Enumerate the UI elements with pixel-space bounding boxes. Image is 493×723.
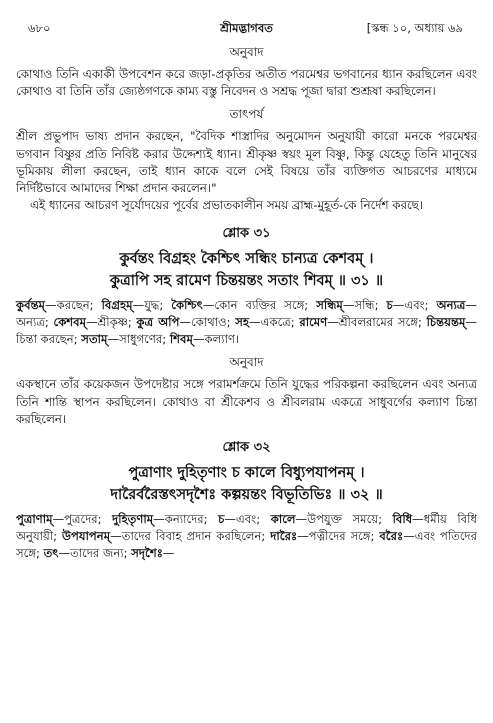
translation-text: কোথাও তিনি একাকী উপবেশন করে জড়া-প্রকৃতির অতীত পরমেশ্বর ভগবানের ধ্যান করছিলেন এবং কোথাও বা তিনি তাঁর জ্যেষ্ঠগণকে কাম্য বস্তু নিবেদন ও সশ্রদ্ধ পূজা দ্বারা শুশ্রূষা করছিলেন। [16,67,477,99]
synonym-word: কৈশ্চিৎ [171,298,203,313]
synonym-meaning: —যুদ্ধ; [132,298,172,313]
synonyms-block [16,511,477,562]
synonym-meaning: —উপযুক্ত সময়ে; [295,512,393,527]
synonym-word: চিন্তয়ন্তম্ [426,315,466,330]
page-number: ৬৮০ [28,21,51,35]
synonym-meaning: —পুত্রদের; [52,512,113,527]
synonym-meaning: —কোথাও; [179,315,236,330]
purport-paragraph-2: এই ধ্যানের আচরণ সূর্যোদয়ের পূর্বের প্রভাতকালীন সময় ব্রাহ্ম-মুহূর্ত-কে নির্দেশ করছে। [30,198,424,213]
synonym-word: উপযাপনম্ [61,529,111,544]
synonym-word: তৎ [43,546,59,561]
translation-heading: অনুবাদ [229,355,264,370]
synonym-meaning: —এবং; [392,298,437,313]
synonym-meaning: —সন্ধি; [342,298,387,313]
synonym-word: চ [218,512,225,527]
synonym-word: দারৈঃ [270,529,298,544]
translation-heading: অনুবাদ [229,45,264,59]
synonym-word: কুত্র অপি [136,315,180,330]
synonym-word: চ [386,298,393,313]
synonym-meaning: —পত্নীদের সঙ্গে; [297,529,380,544]
verse-label: শ্লোক ৩২ [222,440,271,456]
synonym-word: কুর্বন্তম্ [16,298,45,313]
book-title: শ্রীমদ্ভাগবত [220,21,273,35]
synonym-meaning: —তাদের জন্য; [58,546,132,561]
synonym-word: বিগ্রহম্ [101,298,133,313]
synonym-meaning: —শ্রীকৃষ্ণ; [86,315,137,330]
synonym-meaning: —কল্যাণ। [192,332,240,347]
synonym-word: রামেণ [299,315,328,330]
verse-line: কুত্রাপি সহ রামেণ চিন্তয়ন্তং সতাং শিবম্ ॥ ৩১ ॥ [109,273,384,290]
synonym-meaning: —সাধুগণের; [107,332,170,347]
synonym-word: অন্যত্র [436,298,466,313]
synonym-meaning: —করছেন; [45,298,102,313]
synonym-word: বরৈঃ [379,529,404,544]
synonym-meaning: —ধর্মীয় বিধি অনুযায়ী; [16,512,477,544]
synonym-meaning: —এবং; [224,512,271,527]
synonym-meaning: —শ্রীবলরামের সঙ্গে; [327,315,427,330]
synonyms-block [16,297,477,348]
synonym-meaning: —অন্যত্র; [16,298,477,330]
purport-paragraph: শ্রীল প্রভুপাদ ভাষ্য প্রদান করছেন, "বৈদিক শাস্ত্রাদির অনুমোদন অনুযায়ী কারো মনকে পরমেশ্বর ভগবান বিষ্ণুর প্রতি নিবিষ্ট করার উদ্দেশ্যই ধ্যান। শ্রীকৃষ্ণ স্বয়ং মূল বিষ্ণু, কিন্তু যেহেতু তিনি মানুষের ভূমিকায় লীলা করছেন, তাই ধ্যান কাকে বলে সেই বিষয়ে তাঁর ব্যক্তিগত আচরণের মাধ্যমে নির্দিষ্টভাবে আমাদের শিক্ষা প্রদান করলেন।" [16,129,477,196]
synonym-word: দুহিতৃণাম্ [112,512,154,527]
synonym-meaning: —একত্রে; [249,315,300,330]
synonym-word: কেশবম্ [53,315,87,330]
synonym-word: সতাম্ [81,332,108,347]
chapter-reference: [স্কন্ধ ১০, অধ্যায় ৬৯ [366,21,463,35]
synonym-word: সদৃশৈঃ [131,546,163,561]
verse-line: কুর্বন্তং বিগ্রহং কৈশ্চিৎ সন্ধিং চান্যত্র কেশবম্ । [119,251,374,268]
synonym-meaning: — [162,546,175,561]
purport-heading: তাৎপর্য [229,107,264,122]
synonym-meaning: —চিন্তা করছেন; [16,315,477,347]
verse-line: দারৈর্বরৈস্তৎসদৃশৈঃ কল্পয়ন্তং বিভূতিভিঃ ॥ ৩২ ॥ [110,487,383,504]
synonym-word: বিধি [392,512,413,527]
translation-text: একস্থানে তাঁর কয়েকজন উপদেষ্টার সঙ্গে পরামর্শক্রমে তিনি যুদ্ধের পরিকল্পনা করছিলেন এবং অন্যত্র তিনি শান্তি স্থাপন করছিলেন। কোথাও বা শ্রীকেশব ও শ্রীবলরাম একত্রে সাধুবর্গের কল্যাণ চিন্তা করছিলেন। [16,377,477,426]
synonym-word: সহ [235,315,250,330]
synonym-word: পুত্রাণাম্ [16,512,53,527]
synonym-meaning: —এবং পতিদের সঙ্গে; [16,529,477,561]
verse-label: শ্লোক ৩১ [222,226,271,242]
synonym-meaning: —কোন ব্যক্তির সঙ্গে; [202,298,317,313]
synonym-meaning: —তাদের বিবাহ প্রদান করছিলেন; [110,529,271,544]
synonym-word: কালে [270,512,296,527]
synonym-word: শিবম্ [169,332,193,347]
page-header [16,10,477,35]
verse-line: পুত্রাণাং দুহিতৃণাং চ কালে বিধ্যুপযাপনম্ । [128,465,365,482]
synonym-word: সন্ধিম্ [316,298,343,313]
synonym-meaning: —কন্যাদের; [153,512,219,527]
